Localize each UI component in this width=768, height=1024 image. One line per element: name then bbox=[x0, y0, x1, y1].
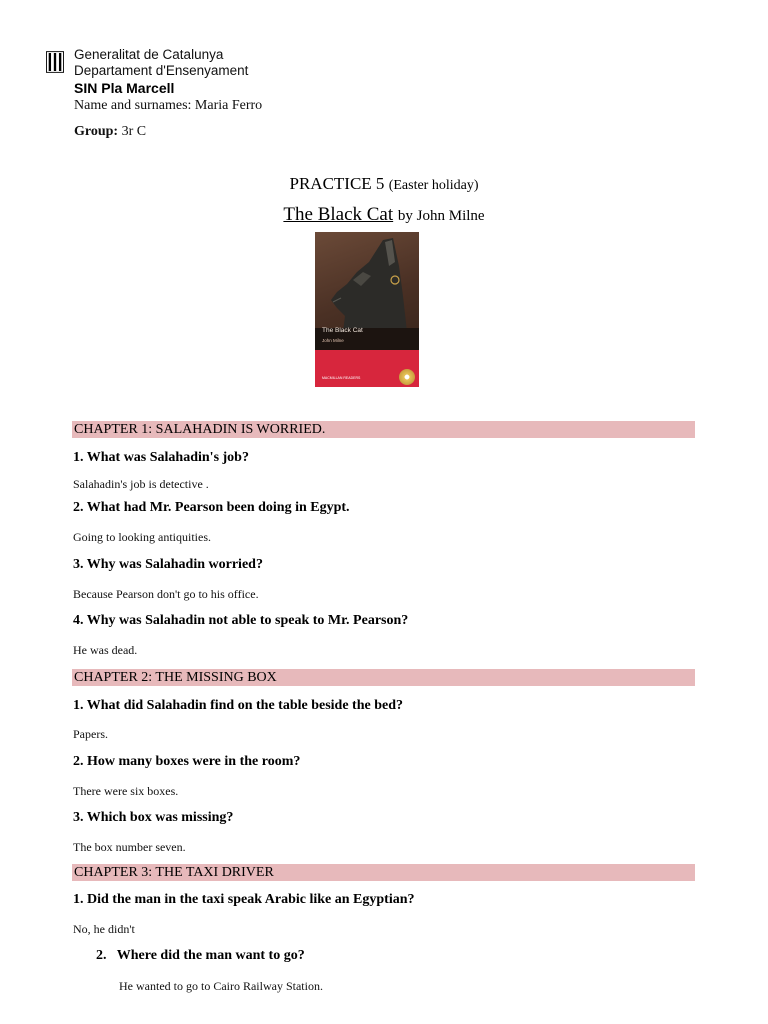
answer: There were six boxes. bbox=[73, 784, 179, 798]
practice-title bbox=[0, 174, 768, 194]
question: 2. Where did the man want to go? bbox=[96, 948, 305, 963]
answer: The box number seven. bbox=[73, 840, 186, 854]
name-label: Name and surnames: bbox=[74, 98, 192, 113]
practice-label: PRACTICE 5 bbox=[289, 174, 385, 193]
group-label: Group: bbox=[74, 124, 119, 139]
chapter-2-heading: CHAPTER 2: THE MISSING BOX bbox=[72, 669, 695, 686]
answer: He was dead. bbox=[73, 643, 138, 657]
question: 1. What did Salahadin find on the table beside the bed? bbox=[73, 698, 403, 713]
group-field bbox=[74, 124, 146, 140]
cat-statue-icon bbox=[323, 236, 413, 332]
answer: Going to looking antiquities. bbox=[73, 530, 211, 544]
question: 3. Which box was missing? bbox=[73, 810, 234, 825]
answer: No, he didn't bbox=[73, 922, 135, 936]
cover-title: The Black Cat bbox=[322, 327, 363, 334]
organization-name bbox=[74, 47, 248, 79]
name-field bbox=[74, 98, 262, 114]
generalitat-logo-icon bbox=[46, 50, 64, 72]
answer: Because Pearson don't go to his office. bbox=[73, 587, 259, 601]
name-value: Maria Ferro bbox=[194, 98, 263, 113]
org-line-1: Generalitat de Catalunya bbox=[74, 47, 224, 62]
practice-note: (Easter holiday) bbox=[388, 178, 479, 193]
book-title-line bbox=[0, 204, 768, 226]
school-name: SIN Pla Marcell bbox=[74, 80, 175, 96]
answer: Salahadin's job is detective . bbox=[73, 477, 209, 491]
question: 2. How many boxes were in the room? bbox=[73, 754, 301, 769]
cover-publisher: MACMILLAN READERS bbox=[322, 376, 361, 380]
answer: Papers. bbox=[73, 727, 108, 741]
question: 4. Why was Salahadin not able to speak to Mr. Pearson? bbox=[73, 613, 409, 628]
group-value: 3r C bbox=[121, 124, 147, 139]
chapter-1-heading: CHAPTER 1: SALAHADIN IS WORRIED. bbox=[72, 421, 695, 438]
book-author: by John Milne bbox=[397, 208, 485, 224]
cover-author: John Milne bbox=[322, 338, 344, 343]
question: 1. What was Salahadin's job? bbox=[73, 450, 249, 465]
answer: He wanted to go to Cairo Railway Station. bbox=[119, 979, 323, 993]
chapter-3-heading: CHAPTER 3: THE TAXI DRIVER bbox=[72, 864, 695, 881]
book-cover-image bbox=[315, 232, 419, 387]
question: 1. Did the man in the taxi speak Arabic like an Egyptian? bbox=[73, 892, 415, 907]
question: 2. What had Mr. Pearson been doing in Egypt. bbox=[73, 500, 350, 515]
org-line-2: Departament d'Ensenyament bbox=[74, 63, 249, 78]
cd-icon bbox=[399, 369, 415, 385]
question: 3. Why was Salahadin worried? bbox=[73, 557, 263, 572]
book-title: The Black Cat bbox=[283, 204, 394, 225]
